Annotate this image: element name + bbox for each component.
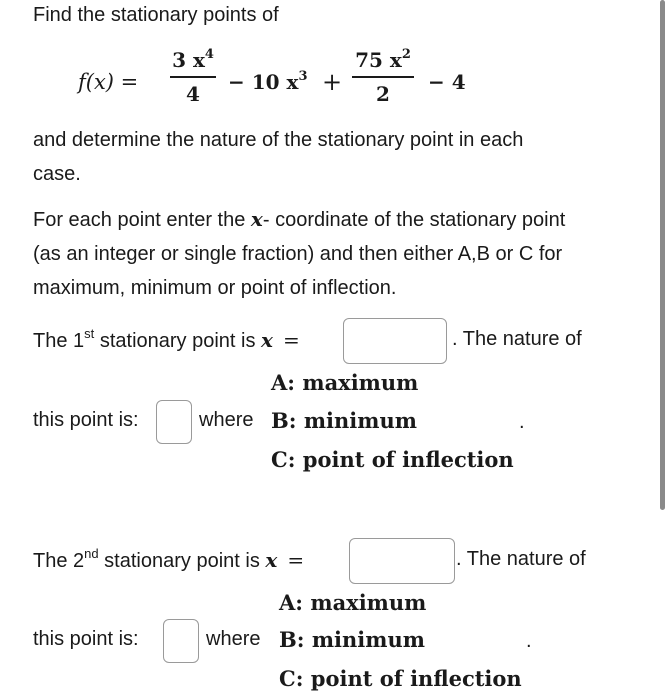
- instruction-line: For each point enter the x- coordinate of the stationary point: [33, 207, 566, 231]
- point-2-this-point: this point is:: [33, 628, 139, 650]
- term3-exponent: 2: [401, 47, 411, 62]
- point-1-nature-input[interactable]: [156, 400, 192, 444]
- where-label: where: [206, 628, 261, 650]
- term3-denominator: 2: [376, 82, 390, 106]
- function-lhs: f(x) =: [78, 70, 139, 94]
- point-1-nature-text: . The nature of: [452, 328, 582, 350]
- plus-sign: +: [322, 68, 343, 96]
- point-2-x-input[interactable]: [349, 538, 455, 584]
- term2-exponent: 3: [298, 69, 308, 84]
- point-1-label: The 1st stationary point is x =: [33, 326, 300, 352]
- option-c: C: point of inflection: [279, 666, 522, 691]
- option-c: C: point of inflection: [271, 447, 514, 472]
- option-a: A: maximum: [271, 370, 419, 395]
- instruction-line: maximum, minimum or point of inflection.: [33, 277, 397, 299]
- period: .: [526, 630, 532, 652]
- term1-numerator: 3 x: [172, 48, 205, 72]
- fraction-bar: [352, 76, 414, 78]
- term4: − 4: [428, 70, 466, 94]
- instructions: [33, 202, 643, 305]
- point-2-nature-input[interactable]: [163, 619, 199, 663]
- point-2-nature-text: . The nature of: [456, 548, 586, 570]
- term1-denominator: 4: [186, 82, 200, 106]
- point-1-this-point: this point is:: [33, 409, 139, 431]
- instruction-line: (as an integer or single fraction) and then either A,B or C for: [33, 243, 563, 265]
- fraction-term1: [170, 48, 216, 106]
- period: .: [519, 411, 525, 433]
- fraction-term3: [352, 48, 414, 106]
- point-1-x-input[interactable]: [343, 318, 447, 364]
- option-b: B: minimum: [279, 627, 425, 652]
- question-description: [33, 123, 643, 191]
- option-a: A: maximum: [279, 590, 427, 615]
- question-intro: Find the stationary points of: [33, 4, 279, 26]
- scrollbar[interactable]: [660, 0, 665, 510]
- option-b: B: minimum: [271, 408, 417, 433]
- description-line: case.: [33, 163, 81, 185]
- x-variable: x: [250, 207, 263, 231]
- point-2-label: The 2nd stationary point is x =: [33, 546, 305, 572]
- term3-numerator: 75 x: [355, 48, 402, 72]
- description-line: and determine the nature of the stationary point in each: [33, 129, 524, 151]
- where-label: where: [199, 409, 254, 431]
- term2: − 10 $x^3$: [228, 69, 308, 94]
- term1-exponent: 4: [204, 47, 214, 62]
- fraction-bar: [170, 76, 216, 78]
